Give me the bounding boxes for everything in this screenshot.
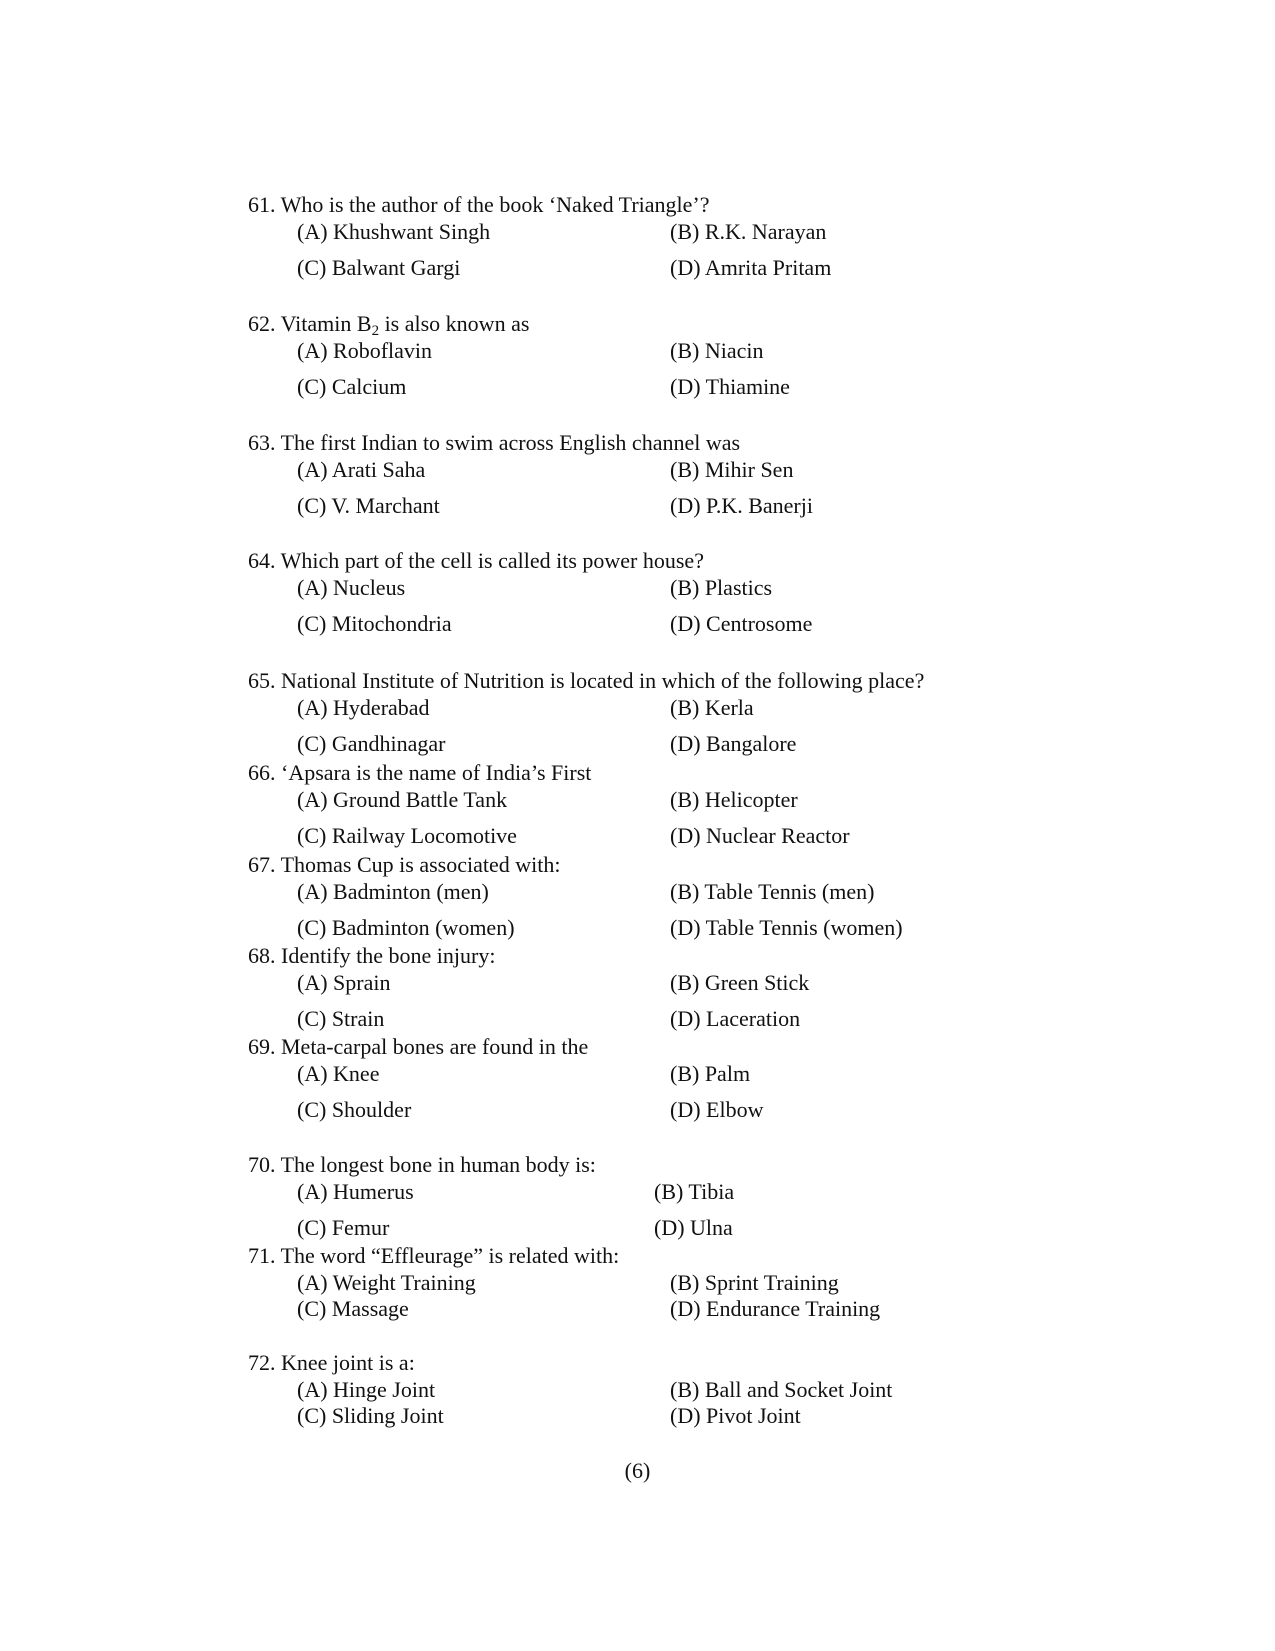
question-stem: 72. Knee joint is a: bbox=[248, 1350, 415, 1375]
option-a: (A) Humerus bbox=[297, 1179, 414, 1204]
option-a: (A) Badminton (men) bbox=[297, 879, 489, 904]
option-d: (D) Elbow bbox=[670, 1097, 764, 1122]
option-d: (D) Thiamine bbox=[670, 374, 790, 399]
option-d: (D) Bangalore bbox=[670, 731, 797, 756]
option-a: (A) Roboflavin bbox=[297, 338, 433, 363]
option-a: (A) Khushwant Singh bbox=[297, 219, 491, 244]
option-b: (B) Tibia bbox=[654, 1179, 735, 1204]
option-c: (C) Massage bbox=[297, 1296, 409, 1321]
option-b: (B) Mihir Sen bbox=[670, 457, 794, 482]
question-stem: 68. Identify the bone injury: bbox=[248, 943, 496, 968]
page-number: (6) bbox=[624, 1458, 651, 1483]
question-stem: 64. Which part of the cell is called its power house? bbox=[248, 548, 704, 573]
option-c: (C) Sliding Joint bbox=[297, 1403, 444, 1428]
option-b: (B) Kerla bbox=[670, 695, 754, 720]
stem-subscript: 2 bbox=[371, 323, 380, 339]
option-d: (D) Nuclear Reactor bbox=[670, 823, 850, 848]
option-c: (C) Gandhinagar bbox=[297, 731, 446, 756]
option-a: (A) Sprain bbox=[297, 970, 391, 995]
option-b: (B) Green Stick bbox=[670, 970, 810, 995]
question-stem bbox=[248, 311, 529, 337]
option-b: (B) Niacin bbox=[670, 338, 764, 363]
option-a: (A) Nucleus bbox=[297, 575, 406, 600]
question-stem: 70. The longest bone in human body is: bbox=[248, 1152, 596, 1177]
option-d: (D) Amrita Pritam bbox=[670, 255, 832, 280]
question-stem: 69. Meta-carpal bones are found in the bbox=[248, 1034, 589, 1059]
question-stem: 71. The word “Effleurage” is related with: bbox=[248, 1243, 620, 1268]
question-stem: 65. National Institute of Nutrition is located in which of the following place? bbox=[248, 668, 925, 693]
option-d: (D) Table Tennis (women) bbox=[670, 915, 903, 940]
option-c: (C) Shoulder bbox=[297, 1097, 412, 1122]
option-c: (C) V. Marchant bbox=[297, 493, 440, 518]
option-d: (D) Laceration bbox=[670, 1006, 801, 1031]
question-stem: 63. The first Indian to swim across English channel was bbox=[248, 430, 741, 455]
question-stem: 67. Thomas Cup is associated with: bbox=[248, 852, 561, 877]
option-b: (B) R.K. Narayan bbox=[670, 219, 827, 244]
option-d: (D) Ulna bbox=[654, 1215, 733, 1240]
option-d: (D) Pivot Joint bbox=[670, 1403, 801, 1428]
option-b: (B) Plastics bbox=[670, 575, 773, 600]
option-b: (B) Ball and Socket Joint bbox=[670, 1377, 893, 1402]
option-a: (A) Knee bbox=[297, 1061, 380, 1086]
option-d: (D) P.K. Banerji bbox=[670, 493, 813, 518]
option-c: (C) Badminton (women) bbox=[297, 915, 515, 940]
option-b: (B) Helicopter bbox=[670, 787, 798, 812]
stem-prefix: 62. Vitamin B bbox=[248, 311, 372, 336]
option-d: (D) Endurance Training bbox=[670, 1296, 881, 1321]
option-b: (B) Palm bbox=[670, 1061, 751, 1086]
question-stem: 61. Who is the author of the book ‘Naked Triangle’? bbox=[248, 192, 710, 217]
option-b: (B) Table Tennis (men) bbox=[670, 879, 875, 904]
option-a: (A) Ground Battle Tank bbox=[297, 787, 508, 812]
option-c: (C) Mitochondria bbox=[297, 611, 452, 636]
option-a: (A) Arati Saha bbox=[297, 457, 426, 482]
option-c: (C) Balwant Gargi bbox=[297, 255, 461, 280]
option-a: (A) Hyderabad bbox=[297, 695, 430, 720]
option-c: (C) Railway Locomotive bbox=[297, 823, 517, 848]
option-a: (A) Weight Training bbox=[297, 1270, 476, 1295]
stem-suffix: is also known as bbox=[379, 311, 530, 336]
option-d: (D) Centrosome bbox=[670, 611, 813, 636]
option-c: (C) Femur bbox=[297, 1215, 390, 1240]
option-a: (A) Hinge Joint bbox=[297, 1377, 436, 1402]
question-stem: 66. ‘Apsara is the name of India’s First bbox=[248, 760, 592, 785]
option-c: (C) Calcium bbox=[297, 374, 407, 399]
option-c: (C) Strain bbox=[297, 1006, 385, 1031]
option-b: (B) Sprint Training bbox=[670, 1270, 839, 1295]
